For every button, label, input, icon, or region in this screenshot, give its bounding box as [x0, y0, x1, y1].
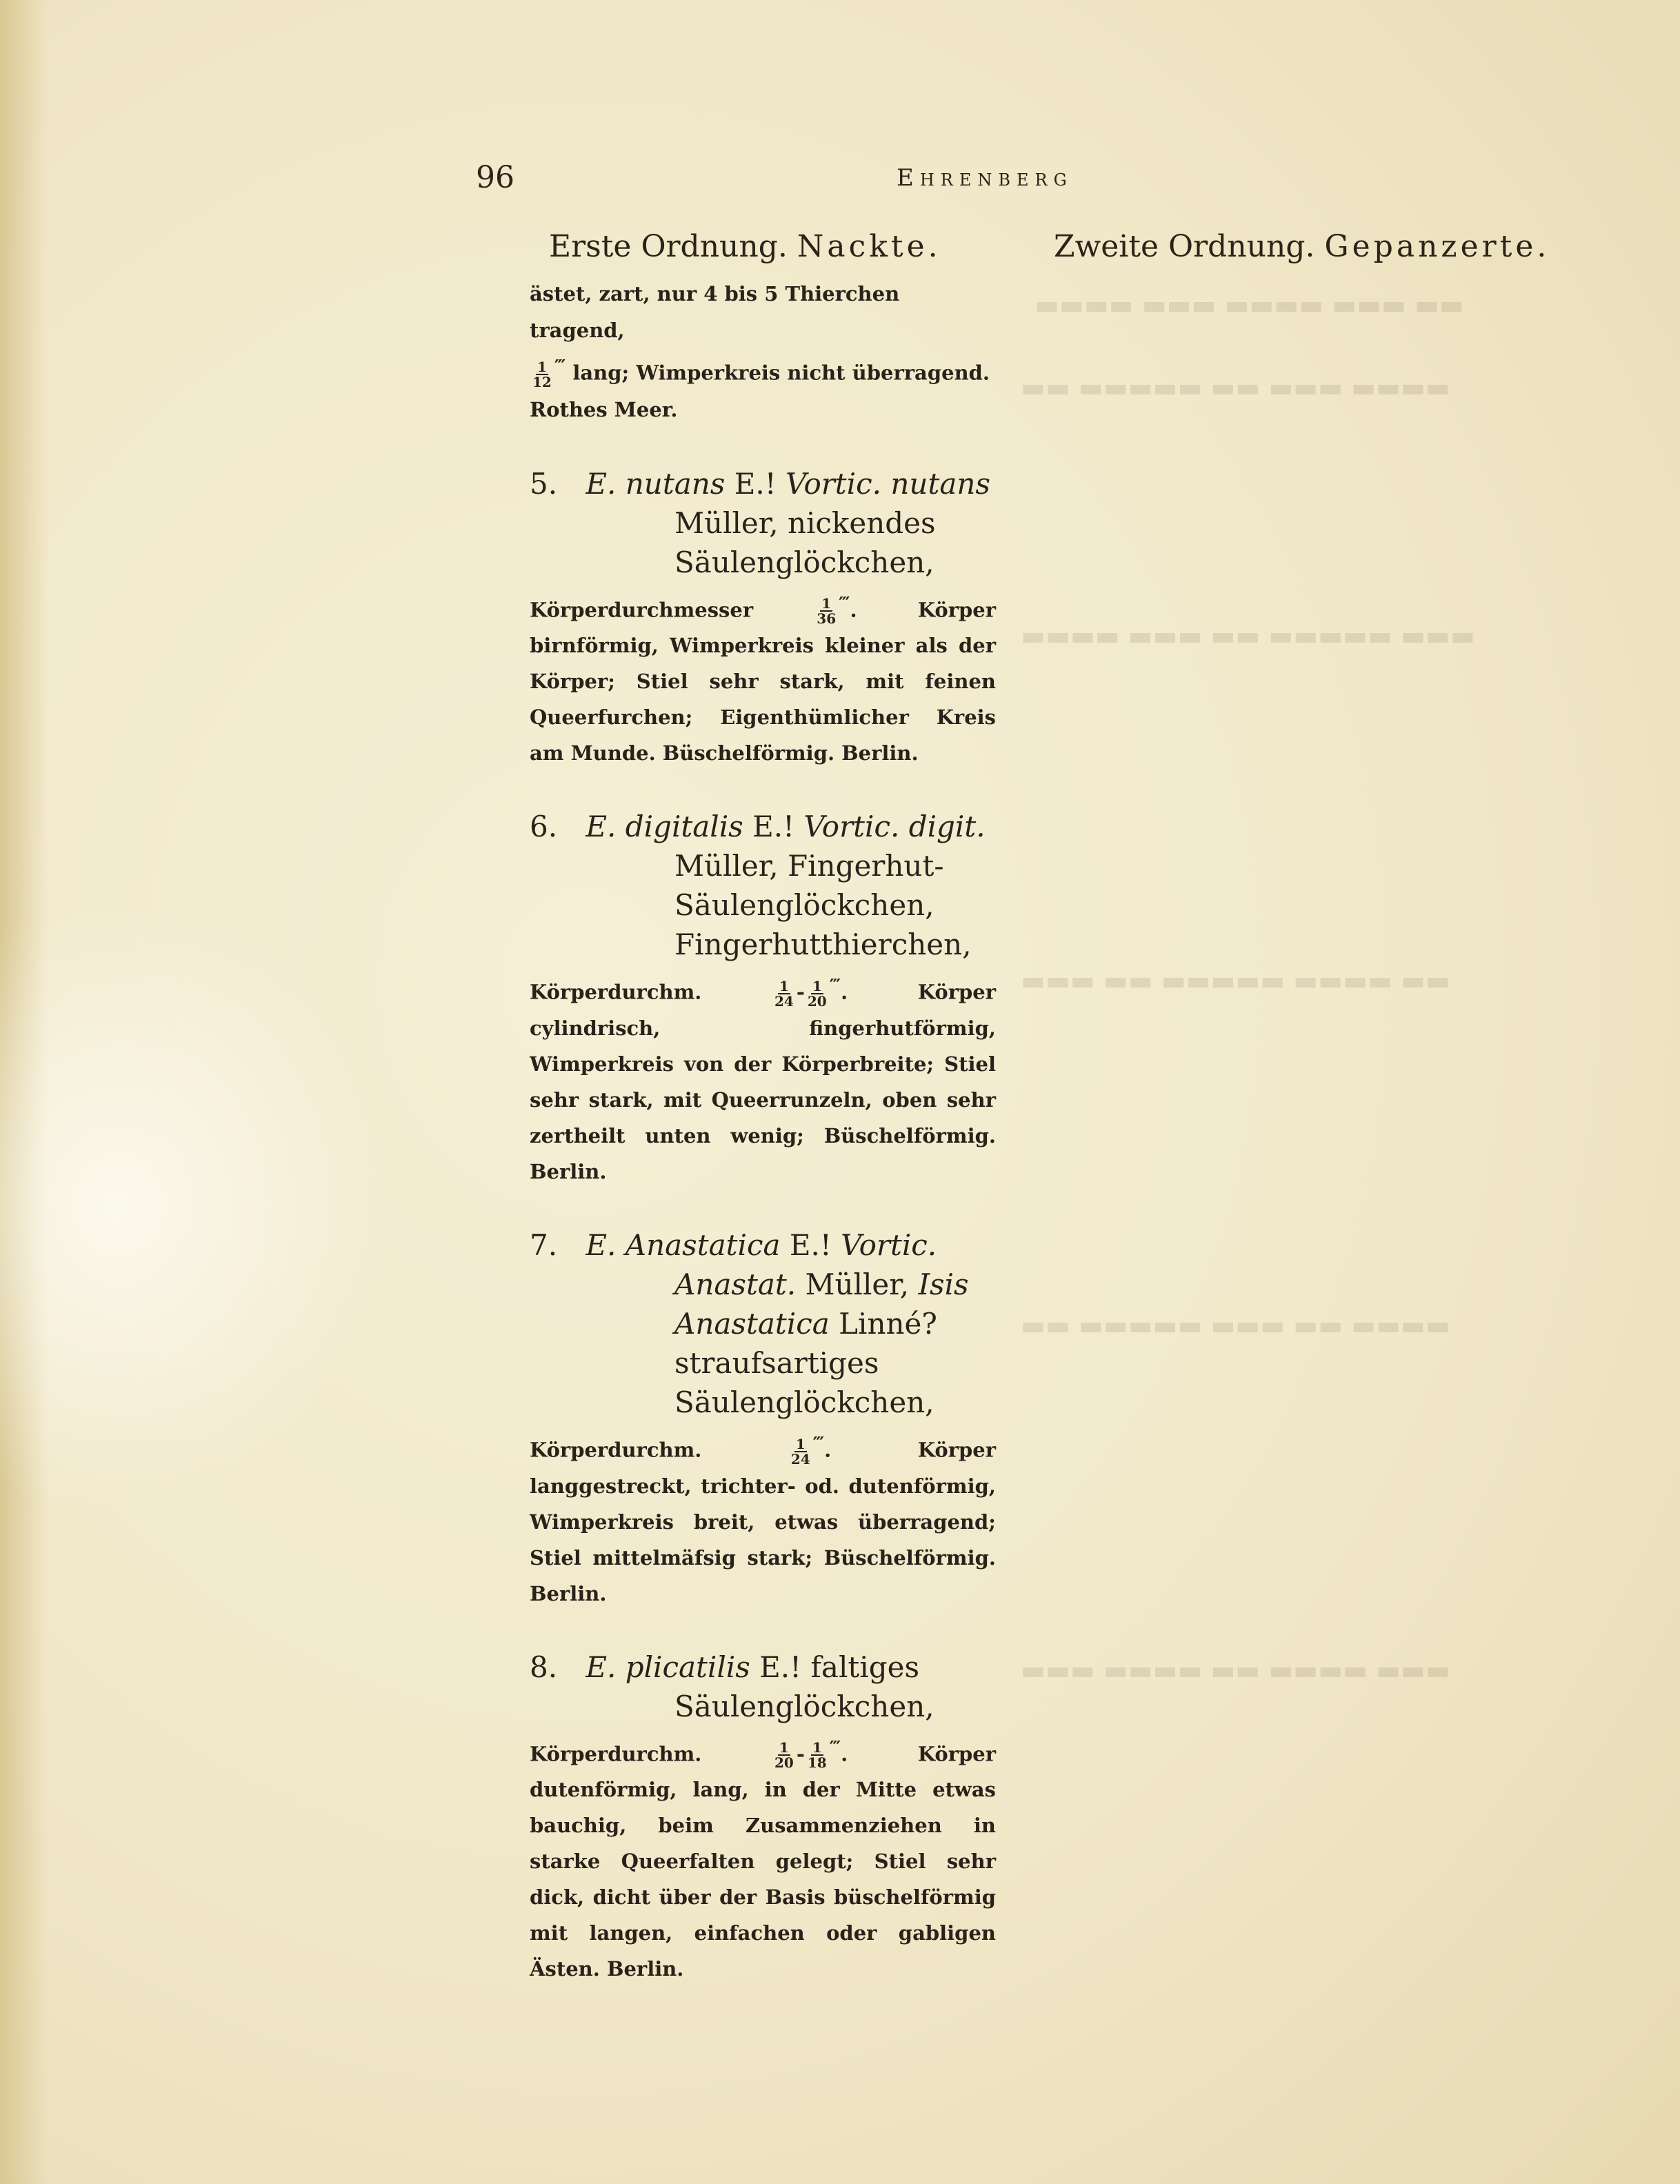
continued-entry	[530, 276, 996, 428]
species-name: Anastatica	[625, 1228, 781, 1262]
fraction: $\frac{1}{20}$	[807, 977, 827, 1010]
text-line: ästet, zart, nur 4 bis 5 Thierchen tragend,	[530, 282, 900, 342]
running-head: Ehrenberg	[897, 164, 1073, 192]
entry-description: Körperdurchm. $\frac{1}{20}$ - $\frac{1}{18}$ ‴. Körper dutenförmig, lang, in der Mitte etwas bauchig, beim Zusammenziehen in starke Queerfalten gelegt; Stiel sehr dick, dicht über der Basis büschelförmig mit langen, einfachen oder gabligen Ästen. Berlin.	[530, 1737, 996, 1981]
order-label: Erste Ordnung.	[549, 229, 788, 264]
entry-description: Körperdurchm. $\frac{1}{24}$ - $\frac{1}{20}$ ‴. Körper cylindrisch, fingerhutförmig, Wimperkreis von der Körperbreite; Stiel sehr stark, mit Queerrunzeln, oben sehr zertheilt unten wenig; Büschelförmig. Berlin.	[530, 976, 996, 1183]
species-entry	[530, 464, 996, 772]
entry-number: 8.	[530, 1650, 558, 1684]
entry-description: Körperdurchm. $\frac{1}{24}$ ‴. Körper langgestreckt, trichter- od. dutenförmig, Wimperkreis breit, etwas überragend; Stiel mittelmäfsig stark; Büschelförmig. Berlin.	[530, 1433, 996, 1605]
bleed-through-text: ▬▬▬ ▬▬▬▬▬ ▬▬ ▬▬▬ ▬▬▬▬	[1021, 621, 1475, 651]
fraction: $\frac{1}{18}$	[807, 1739, 827, 1772]
entry-heading: 8. E. plicatilis E.! faltiges Säulenglöckchen,	[578, 1647, 996, 1726]
paper-stain	[0, 896, 386, 1517]
bleed-through-text: ▬▬▬▬ ▬▬ ▬▬▬ ▬▬▬▬▬ ▬▬	[1021, 1310, 1450, 1341]
bleed-through-text: ▬▬ ▬▬▬ ▬▬▬▬ ▬▬▬ ▬▬▬▬	[1034, 290, 1464, 320]
bleed-through-text: ▬▬ ▬▬▬▬ ▬▬▬▬▬ ▬▬ ▬▬▬	[1021, 965, 1450, 996]
order-name: Gepanzerte.	[1324, 229, 1550, 264]
entry-number: 7.	[530, 1228, 558, 1262]
order-label: Zweite Ordnung.	[1054, 229, 1315, 264]
species-name: plicatilis	[625, 1650, 750, 1684]
fraction: $\frac{1}{12}$	[532, 358, 552, 390]
species-name: digitalis	[625, 810, 743, 844]
bleed-through-text: ▬▬▬▬ ▬▬▬ ▬▬ ▬▬▬▬▬ ▬▬	[1021, 372, 1450, 403]
page-number: 96	[476, 160, 514, 195]
fraction: $\frac{1}{24}$	[790, 1435, 810, 1467]
fraction: $\frac{1}{36}$	[817, 595, 837, 628]
left-column-title	[549, 229, 941, 264]
right-column-title	[1054, 229, 1550, 264]
species-entry	[530, 807, 996, 1190]
entry-heading: 6. E. digitalis E.! Vortic. digit. Müller, Fingerhut-Säulenglöckchen, Fingerhutthierchen,	[578, 807, 996, 964]
text-line: $\frac{1}{12}$ ‴ lang; Wimperkreis nicht überragend.	[532, 357, 990, 390]
entry-heading: 5. E. nutans E.! Vortic. nutans Müller, nickendes Säulenglöckchen,	[578, 464, 996, 582]
bleed-through-text: ▬▬▬ ▬▬▬▬ ▬▬ ▬▬▬▬ ▬▬▬	[1021, 1655, 1450, 1685]
species-name: nutans	[625, 466, 726, 501]
text-line: Rothes Meer.	[530, 397, 678, 421]
fraction: $\frac{1}{20}$	[774, 1739, 794, 1772]
species-entry	[530, 1647, 996, 1987]
entry-description: Körperdurchmesser $\frac{1}{36}$ ‴. Körper birnförmig, Wimperkreis kleiner als der Körper; Stiel sehr stark, mit feinen Queerfurchen; Eigenthümlicher Kreis am Munde. Büschelförmig. Berlin.	[530, 593, 996, 765]
fraction: $\frac{1}{24}$	[774, 977, 794, 1010]
entry-heading: 7. E. Anastatica E.! Vortic. Anastat. Müller, Isis Anastatica Linné? straufsartiges Säulenglöckchen,	[578, 1225, 996, 1422]
left-column	[530, 276, 996, 1987]
entry-number: 6.	[530, 810, 558, 844]
species-entry	[530, 1225, 996, 1612]
page-header	[476, 160, 1138, 201]
order-name: Nackte.	[797, 229, 941, 264]
entry-number: 5.	[530, 466, 558, 501]
